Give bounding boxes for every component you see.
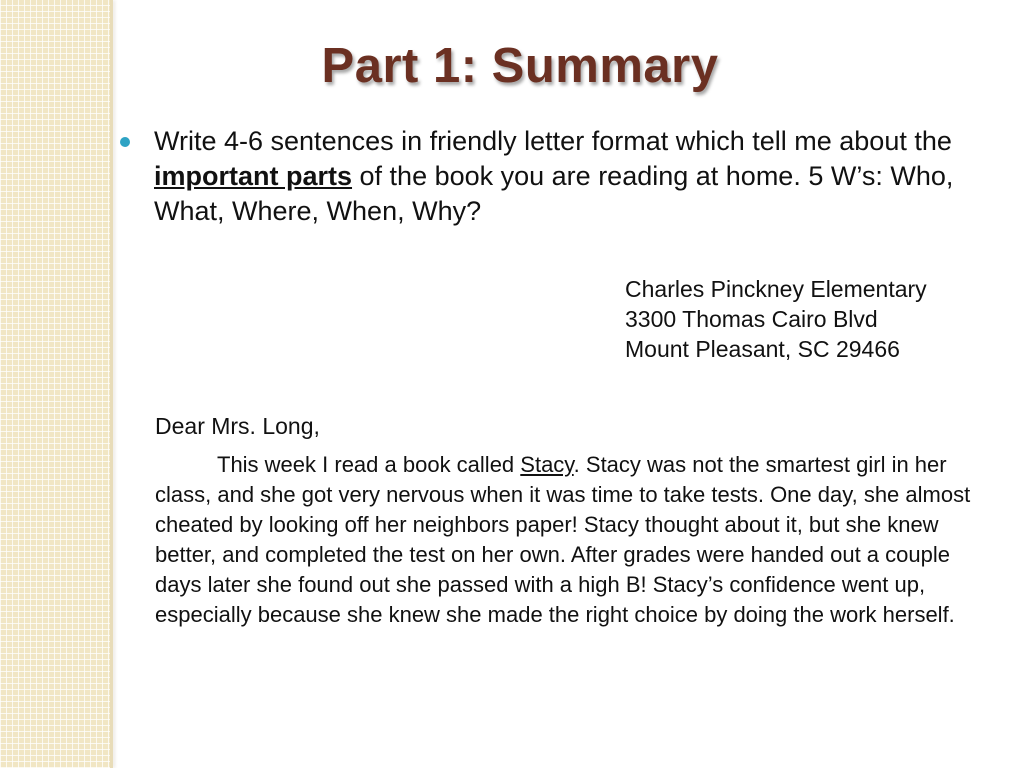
instruction-text	[154, 124, 1010, 229]
letter-greeting: Dear Mrs. Long,	[155, 413, 320, 439]
instruction-text-end: of the book you are reading at home. 5 W’s: Who, What, Where, When, Why?	[154, 161, 954, 226]
letter-text: . Stacy was not the smartest girl in her class, and she got very nervous when it was time to take tests. One day, she almost cheated by looking off her neighbors paper! Stacy thought about it, but she knew better, and completed the test on her own. After grades were handed out a couple days later she found out she passed with a high B! Stacy’s confidence went up, especially because she knew she made the right choice by doing the work herself.	[155, 452, 971, 627]
address-line-2: 3300 Thomas Cairo Blvd	[625, 306, 878, 332]
instruction-emphasis: important parts	[154, 161, 353, 191]
address-line-3: Mount Pleasant, SC 29466	[625, 336, 900, 362]
instruction-text-start: Write 4-6 sentences in friendly letter format which tell me about the	[154, 126, 952, 156]
slide-title: Part 1: Summary	[321, 39, 719, 93]
address-line-1: Charles Pinckney Elementary	[625, 276, 927, 302]
bullet-dot-icon	[120, 137, 130, 147]
letter-body	[155, 450, 1000, 630]
instruction-bullet	[120, 124, 1010, 229]
side-divider	[110, 0, 113, 768]
book-title: Stacy	[520, 452, 574, 477]
decorative-side-pattern	[0, 0, 110, 768]
school-address	[625, 274, 927, 364]
letter-intro: This week I read a book called	[217, 452, 521, 477]
